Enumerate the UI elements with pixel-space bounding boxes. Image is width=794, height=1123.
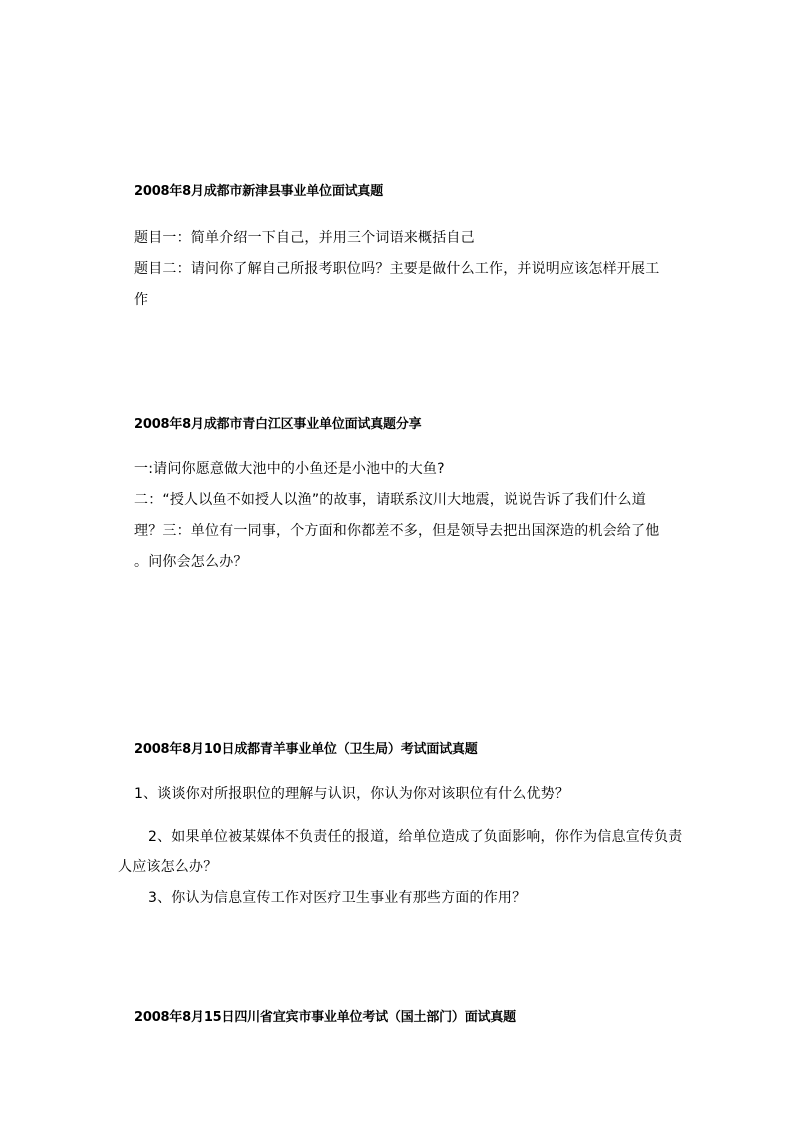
section-3-line-1: 1、谈谈你对所报职位的理解与认识，你认为你对该职位有什么优势？ [134,786,570,802]
section-2-line-2: 二：“授人以鱼不如授人以渔”的故事，请联系汶川大地震，说说告诉了我们什么道 [134,492,646,508]
section-1-line-2: 题目二：请问你了解自己所报考职位吗？主要是做什么工作，并说明应该怎样开展工 [134,261,660,277]
section-3-title: 2008年8月10日成都青羊事业单位（卫生局）考试面试真题 [134,742,478,757]
section-3-line-4: 3、你认为信息宣传工作对医疗卫生事业有那些方面的作用？ [148,890,527,906]
section-2-line-3: 理？三：单位有一同事，个方面和你都差不多，但是领导去把出国深造的机会给了他 [134,523,660,539]
section-1-line-3: 作 [134,292,149,308]
section-4-title: 2008年8月15日四川省宜宾市事业单位考试（国土部门）面试真题 [134,1010,516,1025]
section-2-title: 2008年8月成都市青白江区事业单位面试真题分享 [134,417,422,432]
section-2-line-1: 一:请问你愿意做大池中的小鱼还是小池中的大鱼? [134,461,445,477]
section-1-title: 2008年8月成都市新津县事业单位面试真题 [134,184,384,199]
section-1-line-1: 题目一：简单介绍一下自己，并用三个词语来概括自己 [134,230,475,246]
section-3-line-3: 人应该怎么办？ [118,859,218,875]
section-3-line-2: 2、如果单位被某媒体不负责任的报道，给单位造成了负面影响，你作为信息宣传负责 [148,829,683,845]
section-2-line-4: 。问你会怎么办？ [134,554,248,570]
